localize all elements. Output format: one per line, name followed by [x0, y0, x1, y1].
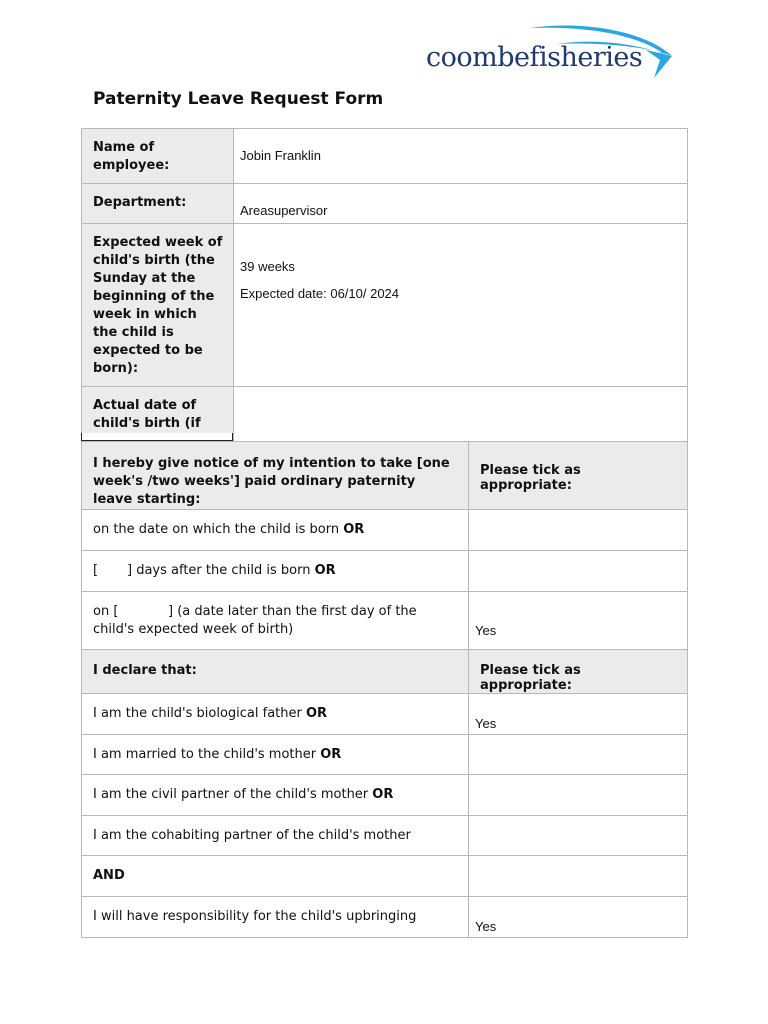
option-or: OR: [306, 706, 328, 721]
expected-week-field[interactable]: [234, 224, 688, 387]
table-row: [82, 592, 688, 650]
tick-value: Yes: [475, 716, 497, 731]
table-row: [82, 184, 688, 224]
notice-header: [82, 442, 469, 510]
option-text: I am married to the child's mother: [93, 747, 321, 762]
table-row: [82, 897, 688, 938]
form-divider: [81, 433, 233, 441]
department-label: Department:: [82, 184, 234, 224]
table-row: [82, 442, 688, 510]
notice-header-text: I hereby give notice of my intention to take [one week's /two weeks'] paid ordinary paternity leave starting:: [93, 456, 450, 507]
expected-week-value: 39 weeks: [240, 259, 295, 274]
logo-text-part2: fisheries: [529, 42, 643, 73]
table-row: [82, 775, 688, 816]
tick-cell[interactable]: [469, 510, 688, 551]
option-text: I will have responsibility for the child's upbringing: [93, 909, 417, 924]
declare-header: [82, 650, 469, 694]
leave-notice-table: [81, 441, 688, 938]
employee-details-table: [81, 128, 688, 463]
actual-date-label: Actual date of child's birth (if: [82, 387, 234, 463]
option-text: I am the civil partner of the child's mother: [93, 787, 373, 802]
department-value: Areasupervisor: [240, 203, 328, 218]
tick-cell[interactable]: [469, 775, 688, 816]
table-row: [82, 816, 688, 856]
table-row: [82, 650, 688, 694]
notice-option: [82, 592, 469, 650]
notice-tick-header: [469, 442, 688, 510]
declare-header-text: I declare that:: [93, 663, 197, 678]
name-field[interactable]: [234, 129, 688, 184]
tick-cell[interactable]: [469, 694, 688, 735]
notice-option: [82, 510, 469, 551]
declare-tick-header-text: Please tick as appropriate:: [480, 663, 581, 693]
table-row: [82, 735, 688, 775]
option-text: I am the child's biological father: [93, 706, 306, 721]
declare-option: [82, 897, 469, 938]
declare-option: [82, 775, 469, 816]
table-row: [82, 510, 688, 551]
tick-value: Yes: [475, 623, 497, 638]
notice-option: [82, 551, 469, 592]
company-logo: [426, 22, 674, 82]
table-row: [82, 129, 688, 184]
name-label: Name of employee:: [82, 129, 234, 184]
declare-option: [82, 694, 469, 735]
tick-cell[interactable]: [469, 897, 688, 938]
department-field[interactable]: [234, 184, 688, 224]
table-row: [82, 694, 688, 735]
tick-cell[interactable]: [469, 551, 688, 592]
option-text: on [ ] (a date later than the first day of the child's expected week of birth): [93, 604, 421, 637]
expected-date-value: Expected date: 06/10/ 2024: [240, 286, 400, 301]
table-row: [82, 856, 688, 897]
tick-cell[interactable]: [469, 592, 688, 650]
tick-cell[interactable]: [469, 735, 688, 775]
declare-tick-header: [469, 650, 688, 694]
form-title: Paternity Leave Request Form: [93, 89, 384, 109]
name-value: Jobin Franklin: [240, 148, 321, 163]
declare-option: [82, 816, 469, 856]
tick-value: Yes: [475, 919, 497, 934]
option-or: OR: [372, 787, 394, 802]
declare-option: [82, 735, 469, 775]
declare-option: [82, 856, 469, 897]
tick-cell[interactable]: [469, 856, 688, 897]
option-or: OR: [343, 522, 365, 537]
option-and: AND: [93, 868, 125, 883]
logo-text: [426, 42, 642, 73]
logo-text-part1: coombe: [426, 42, 530, 73]
tick-cell[interactable]: [469, 816, 688, 856]
option-or: OR: [314, 563, 336, 578]
notice-tick-header-text: Please tick as appropriate:: [480, 463, 581, 493]
option-text: [ ] days after the child is born: [93, 563, 315, 578]
table-row: [82, 551, 688, 592]
expected-week-label: Expected week of child's birth (the Sunday at the beginning of the week in which the child is expected to be born):: [82, 224, 234, 387]
table-row: [82, 224, 688, 387]
option-text: I am the cohabiting partner of the child's mother: [93, 828, 411, 843]
option-or: OR: [320, 747, 342, 762]
option-text: on the date on which the child is born: [93, 522, 344, 537]
